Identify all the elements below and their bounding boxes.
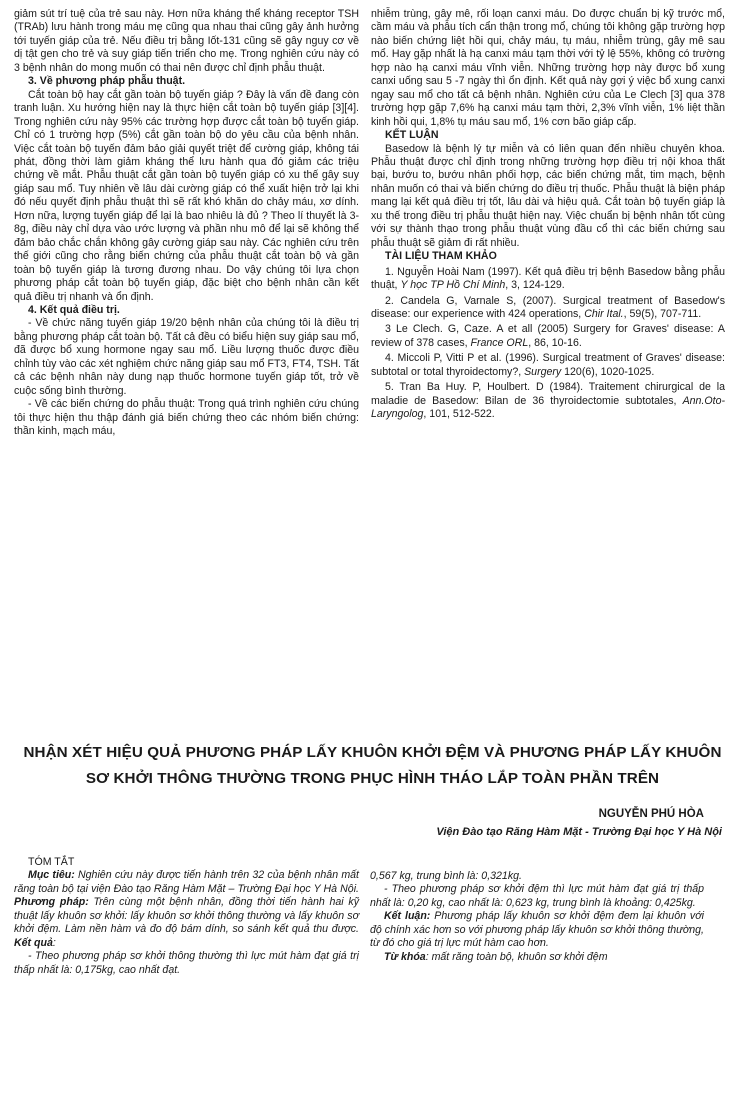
abstract-conclusion: Kết luận: Phương pháp lấy khuôn sơ khởi đệm đem lại khuôn với độ chính xác hơn so với phương pháp lấy khuôn sơ khởi thông thường, từ đó cho giá trị lực mút hàm cao hơn. xyxy=(370,910,704,950)
abstract-left-column xyxy=(14,856,359,977)
reference-item: 4. Miccoli P, Vitti P et al. (1996). Surgical treatment of Graves' disease: subtotal or total thyroidectomy?, Surgery 120(6), 1020-1025. xyxy=(371,352,725,378)
reference-item: 2. Candela G, Varnale S, (2007). Surgical treatment of Basedow's disease: our experience with 424 operations, Chir Ital., 59(5), 707-711. xyxy=(371,294,725,320)
article1-left-paragraph-1: giảm sút trí tuệ của trẻ sau này. Hơn nữa kháng thể kháng receptor TSH (TRAb) lưu hành trong máu mẹ cũng qua nhau thai cũng gây ảnh hưởng tới tuyến giáp của trẻ. Nếu điều trị bằng Iốt-131 cũng sẽ gây nguy cơ về dị tật gen cho trẻ và suy giáp tiến triển cho mẹ. Trong nghiên cứu này có 3 bệnh nhân do mong muốn có thai nên được chỉ định phẫu thuật. xyxy=(14,8,359,74)
section-heading-conclusion: KẾT LUẬN xyxy=(385,129,439,142)
abstract-right-column xyxy=(370,870,704,964)
section-heading-treatment-results: 4. Kết quả điều trị. xyxy=(28,303,120,316)
reference-list xyxy=(371,266,725,422)
article2-title xyxy=(14,740,731,792)
article2-title-line-2: SƠ KHỞI THÔNG THƯỜNG TRONG PHỤC HÌNH THÁO LẮP TOÀN PHẦN TRÊN xyxy=(85,770,660,787)
abstract-result-1: - Theo phương pháp sơ khởi thông thường thì lực mút hàm đạt giá trị thấp nhất là: 0,175kg, cao nhất đạt. xyxy=(14,950,359,976)
abstract-keywords: Từ khóa: mất răng toàn bộ, khuôn sơ khởi đệm xyxy=(384,950,608,963)
article1-left-column xyxy=(14,8,359,439)
reference-item: 3 Le Clech. G, Caze. A et all (2005) Surgery for Graves' disease: A review of 378 cases, France ORL, 86, 10-16. xyxy=(371,323,725,349)
article1-left-paragraph-2: Cắt toàn bộ hay cắt gần toàn bộ tuyến giáp ? Đây là vấn đề đang còn tranh luận. Xu hướng hiện nay là thực hiện cắt toàn bộ tuyến giáp [3][4]. Trong nghiên cứu này 95% các trường hợp được cắt toàn bộ tuyến giáp. Chỉ có 1 trường hợp (5%) cắt gần toàn bộ do yêu cầu của bệnh nhân. Việc cắt toàn bộ tuyến đảm bảo giải quyết triệt để cường giáp, không tái phát, đồng thời làm giảm kháng thể lưu hành qua đó giảm các triệu chứng về mắt. Phẫu thuật cắt gần toàn bộ tuyến giáp có xu thế gây suy giáp sau mổ. Tuy nhiên về lâu dài cường giáp có thể xuất hiện trở lại khi đó nếu quyết định phẫu thuật thì sẽ rất khó khăn do chảy máu, xơ dính. Hơn nữa, lượng tuyến giáp để lại là bao nhiêu là đủ ? Theo lí thuyết là 3-8g, điều này chỉ dựa vào ước lượng và phần nhu mô để lại sẽ không thể đảm bảo chắc chắn không gây cường giáp sau này. Các nghiên cứu trên thế giới cũng cho rằng biến chứng của phẫu thuật cắt toàn bộ và gần toàn bộ tuyến giáp là tương đương nhau. Do vậy chúng tôi lựa chọn phương pháp cắt toàn bộ tuyến giáp, đặc biệt cho bệnh nhân cần kết quả điều trị nhanh và ổn định. xyxy=(14,88,359,303)
article2-affiliation: Viện Đào tạo Răng Hàm Mặt - Trường Đại học Y Hà Nội xyxy=(436,826,722,838)
section-heading-surgery-method: 3. Về phương pháp phẫu thuật. xyxy=(28,75,186,88)
article1-right-paragraph-2: Basedow là bệnh lý tự miễn và có liên quan đến nhiều chuyên khoa. Phẫu thuật được chỉ định trong những trường hợp điều trị nội khoa thất bại, bướu to, bướu nhân phối hợp, các biến chứng mắt, tim mạch, bệnh nhân muốn có thai và biến chứng do điều trị thuốc. Phẫu thuật là biện pháp mang lại kết quả điều trị tốt, lâu dài và hiệu quả. Cắt toàn bộ tuyến giáp là xu thế trong điều trị phẫu thuật hiện nay. Việc chuẩn bị bệnh nhân tốt cùng với sự thành thạo trong phẫu thuật vùng đầu cổ thì các biến chứng sau phẫu thuật sẽ giảm đi rất nhiều. xyxy=(371,142,725,249)
section-heading-references: TÀI LIỆU THAM KHẢO xyxy=(385,250,497,263)
abstract-result-1-continued: 0,567 kg, trung bình là: 0,321kg. xyxy=(370,870,522,882)
article1-right-column xyxy=(371,8,725,422)
article1-left-paragraph-4: - Về các biến chứng do phẫu thuật: Trong quá trình nghiên cứu chúng tôi thực hiện thu thập đánh giá biến chứng theo các nhóm biến chứng: thần kinh, mạch máu, xyxy=(14,398,359,438)
abstract-heading: TÓM TẮT xyxy=(28,856,75,868)
article2-title-line-1: NHẬN XÉT HIỆU QUẢ PHƯƠNG PHÁP LẤY KHUÔN KHỞI ĐỆM VÀ PHƯƠNG PHÁP LẤY KHUÔN xyxy=(23,744,722,761)
reference-item: 5. Tran Ba Huy. P, Houlbert. D (1984). Traitement chirurgical de la maladie de Basedow: Bilan de 36 thyroidectomie subtotales, Ann.Oto-Laryngolog, 101, 512-522. xyxy=(371,381,725,421)
article1-left-paragraph-3: - Về chức năng tuyến giáp 19/20 bệnh nhân của chúng tôi là điều trị bằng phương pháp cắt toàn bộ. Tất cả đều có biểu hiện suy giáp sau mổ, đã được bổ xung hormone ngay sau mổ. Liều lượng thuốc được điều chỉnh tùy vào các xét nghiệm chức năng giáp sau mổ FT3, FT4, TSH. Tất cả các bệnh nhân này dung nạp thuốc hormone tuyến giáp tốt, trở về cuộc sống bình thường. xyxy=(14,317,359,397)
reference-item: 1. Nguyễn Hoài Nam (1997). Kết quả điều trị bệnh Basedow bằng phẫu thuật, Y học TP Hồ Chí Minh, 3, 124-129. xyxy=(371,265,725,292)
article1-right-paragraph-1: nhiễm trùng, gây mê, rối loạn canxi máu. Do được chuẩn bị kỹ trước mổ, cầm máu và phẫu tích cẩn thận trong mổ, chúng tôi không gặp trường hợp nào biến chứng liệt hồi qui, chảy máu, tụ máu, nhiễm trùng, gây mê sau mổ. Hay gặp nhất là hạ canxi máu tạm thời với tỷ lệ 55%, không có trường hợp nào hạ canxi máu vĩnh viễn. Những trường hợp này được bổ xung canxi uống sau 5 -7 ngày thì ổn định. Kết quả này gợi ý việc bổ xung canxi ngay sau mổ cho tất cả bệnh nhân. Nghiên cứu của Le Clech [3] qua 378 trường hợp gặp 7,6% hạ canxi máu tạm thời, 2,3% vĩnh viễn, 1% liệt thần kinh hồi qui, 1,8% tụ máu sau mổ, 1% cơn bão giáp cấp. xyxy=(371,8,725,128)
article2-author: NGUYỄN PHÚ HÒA xyxy=(598,808,704,820)
abstract-objective-method: Mục tiêu: Nghiên cứu này được tiến hành trên 32 của bệnh nhân mất răng toàn bộ tại viện Đào tạo Răng Hàm Mặt – Trường Đại học Y Hà Nội. Phương pháp: Trên cùng một bệnh nhân, đồng thời tiến hành hai kỹ thuật lấy khuôn sơ khởi: lấy khuôn sơ khởi thông thường và lấy khuôn sơ khởi đệm. Làm nền hàm và đo độ bám dính, so sánh kết quả thu được. Kết quả: xyxy=(14,869,359,949)
abstract-result-2: - Theo phương pháp sơ khởi đệm thì lực mút hàm đạt giá trị thấp nhất là: 0,20 kg, cao nhất là: 0,623 kg, trung bình là khoảng: 0,425kg. xyxy=(370,883,704,909)
